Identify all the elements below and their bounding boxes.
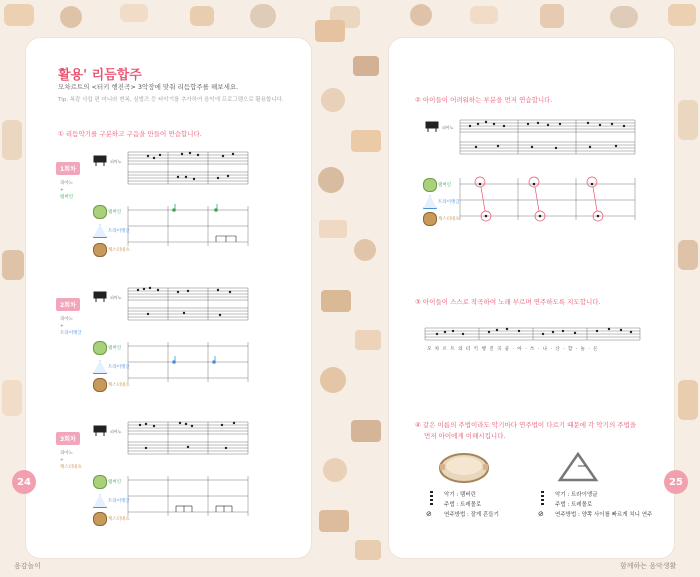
instrument-label: 트라이앵글 bbox=[108, 229, 130, 234]
tremolo-icon bbox=[539, 491, 547, 509]
instrument-label: 탬버린 bbox=[438, 183, 452, 188]
page-subtitle: 모차르트의 <터키 행진곡> 3악장에 맞춰 리듬합주를 해보세요. bbox=[58, 83, 239, 91]
piano-icon bbox=[94, 156, 106, 166]
tambourine-icon bbox=[93, 475, 107, 489]
step-3-text: ③ 아이들이 스스로 작곡하여 노래 부르며 연주하도록 지도합니다. bbox=[415, 298, 601, 306]
footer-right: 함께하는 음악생활 bbox=[620, 562, 677, 570]
keyboard-label-text: 피아노 bbox=[442, 125, 454, 130]
mute-icon: ⊘ bbox=[538, 510, 544, 518]
piano-icon bbox=[94, 426, 106, 436]
instrument-label: 트라이앵글 bbox=[108, 365, 130, 370]
tambourine-icon bbox=[423, 178, 437, 192]
cassette-icon bbox=[678, 380, 698, 420]
note-keyboard: 피아노 bbox=[60, 181, 74, 186]
triangle-play: 연주방법 : 양쪽 사이를 빠르게 치니 연주 bbox=[555, 512, 653, 518]
castanets-icon bbox=[93, 243, 107, 257]
step-4-text-2: 먼저 아이에게 이해시킵니다. bbox=[424, 432, 506, 440]
keyboard-label-text: 피아노 bbox=[110, 429, 122, 434]
piano-icon bbox=[94, 292, 106, 302]
section-note: 피아노 + 탬버린 bbox=[60, 181, 74, 200]
note-instrument: 탬버린 bbox=[60, 195, 74, 200]
record-icon bbox=[410, 4, 432, 26]
step-1-text: ① 리듬악기를 구분하고 구음을 만들어 연습합니다. bbox=[58, 130, 202, 138]
note-instrument: 캐스터네츠 bbox=[60, 465, 82, 470]
round-badge: 1회차 bbox=[56, 162, 80, 175]
radio-icon bbox=[4, 4, 34, 26]
radio-icon bbox=[678, 100, 698, 140]
book-spine-pattern bbox=[311, 0, 389, 577]
mute-icon: ⊘ bbox=[426, 510, 432, 518]
castanets-icon bbox=[93, 512, 107, 526]
tambourine-method: 주법 : 트레몰로 bbox=[444, 502, 482, 508]
score-3 bbox=[88, 420, 268, 530]
instrument-label: 캐스터네츠 bbox=[438, 217, 460, 222]
page-number-right: 25 bbox=[664, 470, 688, 494]
radio-icon bbox=[540, 4, 564, 28]
triangle-name: 악기 : 트라이앵글 bbox=[555, 492, 598, 498]
tip-text: Tip. 복잡 사업 편 마니라 변복, 심벌즈 등 타악기를 추가하여 음악에 프로그램으로 활용합니다. bbox=[58, 97, 284, 103]
instrument-label: 캐스터네츠 bbox=[108, 517, 130, 522]
instrument-label: 트라이앵글 bbox=[438, 200, 460, 205]
score-2 bbox=[88, 286, 268, 396]
instrument-label: 탬버린 bbox=[108, 210, 122, 215]
triangle-illustration bbox=[556, 452, 600, 484]
tambourine-illustration bbox=[434, 450, 494, 490]
keyboard-label-text: 피아노 bbox=[110, 295, 122, 300]
note-keyboard: 피아노 bbox=[60, 317, 74, 322]
radio-icon bbox=[2, 250, 24, 280]
instrument-label: 트라이앵글 bbox=[108, 499, 130, 504]
step-4-text-1: ④ 같은 이름의 주법이라도 악기마다 연주법이 다르기 때문에 각 악기의 주법을 bbox=[415, 421, 637, 429]
radio-icon bbox=[2, 120, 22, 160]
footer-left: 음감놀이 bbox=[14, 562, 42, 570]
record-icon bbox=[250, 4, 276, 28]
tambourine-icon bbox=[93, 341, 107, 355]
section-note: 피아노 + 캐스터네츠 bbox=[60, 451, 82, 470]
instrument-label: 캐스터네츠 bbox=[108, 383, 130, 388]
note-instrument: 트라이앵글 bbox=[60, 331, 82, 336]
radio-icon bbox=[678, 240, 698, 270]
castanets-icon bbox=[93, 378, 107, 392]
round-badge: 3회차 bbox=[56, 432, 80, 445]
page-number-left: 24 bbox=[12, 470, 36, 494]
tremolo-icon bbox=[428, 491, 436, 509]
tambourine-icon bbox=[93, 205, 107, 219]
keyboard-label-text: 피아노 bbox=[110, 159, 122, 164]
instrument-label: 탬버린 bbox=[108, 480, 122, 485]
triangle-method: 주법 : 트레몰로 bbox=[555, 502, 593, 508]
section-note: 피아노 + 트라이앵글 bbox=[60, 317, 82, 336]
piano-icon bbox=[426, 122, 438, 132]
spine-decoration bbox=[311, 0, 389, 577]
instrument-label: 캐스터네츠 bbox=[108, 248, 130, 253]
round-badge: 2회차 bbox=[56, 298, 80, 311]
cassette-icon bbox=[470, 6, 498, 24]
note-keyboard: 피아노 bbox=[60, 451, 74, 456]
lyrics-line: 모 차 르 트 의 터 키 행 진 곡 쿵 · 아 · 쓰 · 나 · 산 · 할 · 놀 · 돈 bbox=[427, 347, 599, 352]
record-icon bbox=[60, 6, 82, 28]
cassette-icon bbox=[120, 4, 148, 22]
tambourine-name: 악기 : 탬버린 bbox=[444, 492, 476, 498]
radio-icon bbox=[190, 6, 214, 26]
record-icon bbox=[610, 6, 638, 28]
radio-icon bbox=[668, 4, 696, 26]
page-title: 활용' 리듬합주 bbox=[58, 68, 142, 83]
cassette-icon bbox=[2, 380, 22, 416]
tambourine-play: 연주방법 : 잘게 흔들기 bbox=[444, 512, 499, 518]
practice-score-svg bbox=[420, 112, 650, 232]
castanets-icon bbox=[423, 212, 437, 226]
instrument-label: 탬버린 bbox=[108, 346, 122, 351]
step-2-text: ② 아이들이 어려워하는 부분을 먼저 연습합니다. bbox=[415, 96, 553, 104]
